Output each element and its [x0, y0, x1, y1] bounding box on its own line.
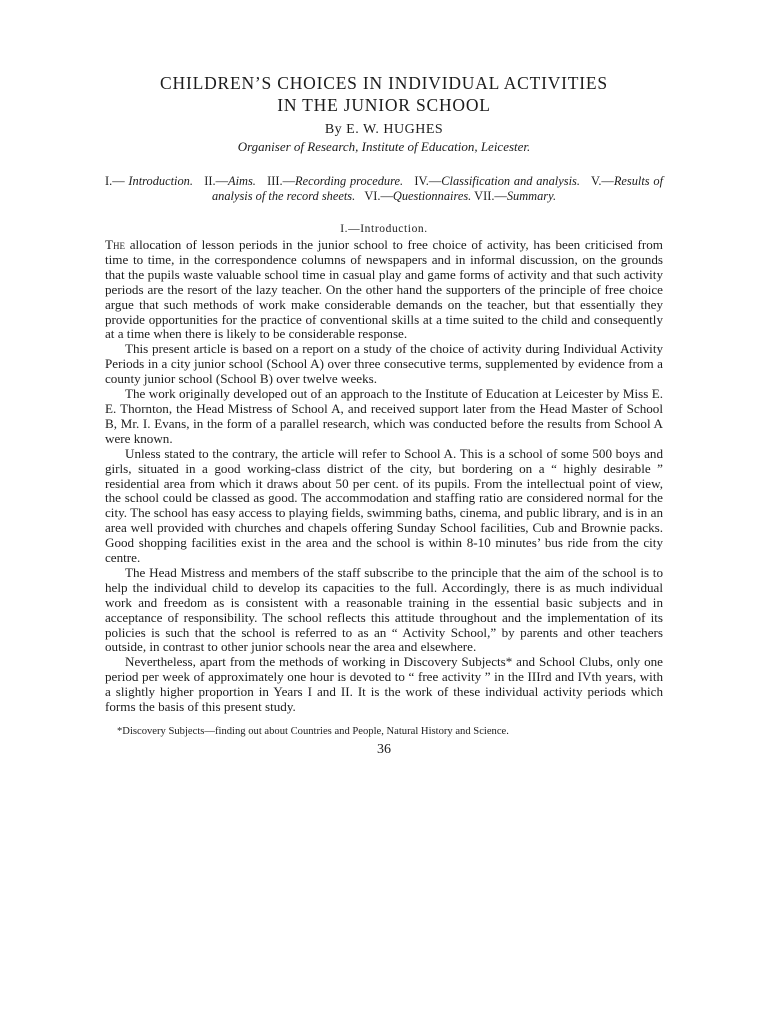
paragraph: The Head Mistress and members of the staff subscribe to the principle that the aim of the school is to help the individual child to develop its capacities to the full. Accordingly, there is as much individual work and freedom as is consistent with a reasonable training in the essential basic subjects and in acceptance of responsibility. The school reflects this attitude throughout and the implementation of its policies is such that the school is referred to as an “ Activity School,” by parents and other teachers outside, in contrast to other junior schools near the area and elsewhere. — [105, 564, 663, 655]
paragraph: Nevertheless, apart from the methods of working in Discovery Subjects* and School Clubs, only one period per week of approximately one hour is devoted to “ free activity ” in the IIIrd and IVth years, with a slightly higher proportion in Years I and II. It is the work of these individual activity periods which forms the basis of this present study. — [105, 654, 663, 715]
contents-item: VII.—Summary. — [474, 188, 557, 203]
footnote: *Discovery Subjects—finding out about Countries and People, Natural History and Science. — [117, 726, 509, 737]
paragraph: The work originally developed out of an approach to the Institute of Education at Leicester by Miss E. E. Thornton, the Head Mistress of School A, and received support later from the Head Master of School B, Mr. I. Evans, in the form of a parallel research, which was conducted before the results from School A were known. — [105, 386, 663, 446]
table-of-contents — [105, 174, 663, 203]
contents-item: III.—Recording procedure. — [267, 174, 404, 188]
title-line-2: IN THE JUNIOR SCHOOL — [277, 95, 491, 115]
paragraph: This present article is based on a report on a study of the choice of activity during Individual Activity Periods in a city junior school (School A) over three consecutive terms, supplemented by evidence from a county junior school (School B) over twelve weeks. — [105, 341, 663, 387]
article-title — [105, 72, 663, 116]
dropcap-word: The — [105, 237, 125, 252]
page-number: 36 — [377, 742, 391, 757]
section-heading: I.—Introduction. — [340, 223, 428, 235]
contents-item: IV.—Classification and analysis. — [414, 174, 580, 188]
contents-item: V.—Results of analysis of the record sheets. — [211, 174, 664, 203]
article-body — [105, 238, 663, 715]
paragraph: The allocation of lesson periods in the junior school to free choice of activity, has been criticised from time to time, in the correspondence columns of newspapers and in informal discussion, on the grounds that the pupils waste valuable school time in casual play and game forms of activity and that such activity periods are the resort of the lazy teacher. On the other hand the supporters of the principle of free choice argue that such methods of work make considerable demands on the teacher, but that essentially they provide opportunities for the practice of conventional skills at a time suited to the child and consequently at a time when there is likely to be considerable response. — [105, 237, 663, 342]
author-byline: By E. W. HUGHES — [324, 122, 444, 137]
contents-item: VI.—Questionnaires. — [364, 188, 472, 203]
contents-item: I.— Introduction. — [105, 174, 193, 188]
title-line-1: CHILDREN’S CHOICES IN INDIVIDUAL ACTIVITIES — [160, 73, 608, 93]
contents-item: II.—Aims. — [204, 174, 256, 188]
article-page — [105, 72, 663, 758]
paragraph: Unless stated to the contrary, the article will refer to School A. This is a school of some 500 boys and girls, situated in a good working-class district of the city, but bordering on a “ highly desirable ” residential area from which it draws about 50 per cent. of its pupils. From the intellectual point of view, the school could be classed as good. The accommodation and staffing ratio are considered normal for the city. The school has easy access to playing fields, swimming baths, cinema, and public library, and is in an area well provided with churches and chapels offering Sunday School facilities, Cub and Brownie packs. Good shopping facilities exist in the area and the school is within 8-10 minutes’ bus ride from the city centre. — [105, 445, 663, 566]
author-affiliation: Organiser of Research, Institute of Education, Leicester. — [237, 139, 531, 154]
